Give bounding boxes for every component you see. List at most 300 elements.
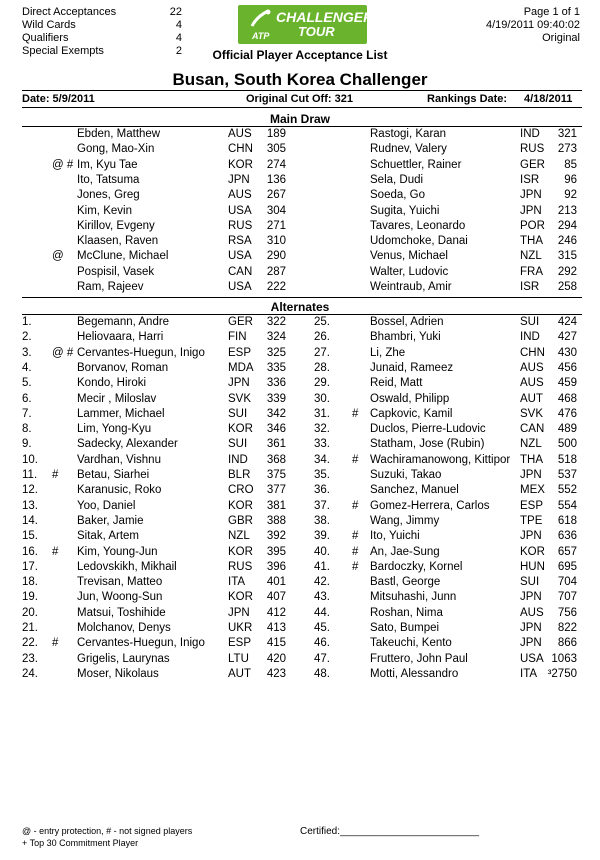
player-num: 42.: [314, 576, 330, 589]
player-country: UKR: [228, 622, 253, 634]
atp-challenger-logo: CHALLENGER TOUR ATP: [238, 5, 367, 44]
player-num: 44.: [314, 606, 330, 619]
player-row: [0, 331, 600, 346]
player-rank: 336: [266, 377, 286, 390]
player-rank: 468: [557, 392, 577, 405]
alternates-heading: Alternates: [270, 300, 330, 314]
player-name: Borvanov, Roman: [77, 361, 169, 374]
player-num: 2.: [22, 331, 32, 344]
player-name: Venus, Michael: [370, 250, 448, 263]
player-country: ISR: [520, 281, 540, 293]
player-rank: 322: [266, 316, 286, 328]
player-num: 1.: [22, 316, 32, 328]
player-name: Junaid, Rameez: [370, 361, 454, 374]
player-name: Cervantes-Huegun, Inigo: [77, 637, 205, 650]
player-name: Yoo, Daniel: [77, 499, 136, 512]
player-row: [0, 377, 600, 392]
player-country: THA: [520, 453, 543, 466]
player-country: KOR: [228, 158, 253, 171]
player-name: Kirillov, Evgeny: [77, 219, 155, 232]
player-country: AUT: [228, 667, 251, 680]
player-name: Vardhan, Vishnu: [77, 453, 161, 466]
player-num: 37.: [314, 499, 330, 512]
tennis-player-icon: [248, 8, 272, 30]
player-name: Duclos, Pierre-Ludovic: [370, 423, 486, 436]
player-rank: 618: [557, 514, 577, 527]
player-country: JPN: [520, 469, 542, 481]
player-row: [0, 637, 600, 652]
summary-special-exempts: Special Exempts 2: [22, 45, 182, 57]
player-country: NZL: [228, 530, 250, 543]
player-name: Ledovskikh, Mikhail: [77, 560, 177, 573]
player-name: Ebden, Matthew: [77, 128, 161, 140]
player-num: 27.: [314, 346, 330, 359]
player-country: CAN: [520, 423, 545, 436]
player-country: AUS: [520, 377, 544, 390]
player-name: Baker, Jamie: [77, 514, 144, 527]
player-country: NZL: [520, 438, 542, 451]
main-draw-heading: Main Draw: [269, 112, 330, 126]
player-country: POR: [520, 219, 545, 232]
player-rank: 377: [266, 484, 286, 497]
player-name: Sato, Bumpei: [370, 622, 440, 634]
page-number: Page 1 of 1: [523, 6, 580, 18]
player-rank: 305: [266, 143, 286, 156]
player-name: Lim, Yong-Kyu: [77, 423, 152, 436]
player-rank: 424: [557, 316, 577, 328]
player-num: 23.: [22, 652, 38, 665]
player-country: AUS: [520, 361, 544, 374]
player-row: [0, 607, 600, 622]
player-rank: 213: [557, 204, 577, 217]
player-country: SVK: [520, 407, 544, 420]
divider: [22, 90, 582, 91]
player-name: Molchanov, Denys: [77, 622, 171, 634]
player-country: AUS: [228, 189, 252, 202]
player-rank: 420: [266, 652, 286, 665]
player-name: Begemann, Andre: [77, 316, 170, 328]
player-name: Ram, Rajeev: [77, 281, 144, 293]
player-country: JPN: [520, 622, 542, 634]
player-marks: #: [52, 545, 59, 558]
player-num: 29.: [314, 377, 330, 390]
player-country: ESP: [228, 346, 252, 359]
player-num: 18.: [22, 576, 38, 589]
player-country: JPN: [520, 189, 542, 202]
player-row: [0, 174, 600, 189]
player-marks: #: [52, 469, 59, 481]
player-country: RUS: [228, 560, 253, 573]
player-name: Wachiramanowong, Kittipor: [370, 453, 511, 466]
player-marks: #: [352, 453, 359, 466]
player-num: 24.: [22, 667, 38, 680]
player-name: Pospisil, Vasek: [77, 265, 155, 278]
player-rank: 392: [266, 530, 286, 543]
player-name: Sadecky, Alexander: [77, 438, 178, 451]
player-row: [0, 591, 600, 606]
player-name: Reid, Matt: [370, 377, 423, 390]
player-country: GBR: [228, 514, 253, 527]
player-num: 22.: [22, 637, 38, 650]
player-num: 7.: [22, 407, 32, 420]
player-country: SUI: [520, 576, 540, 589]
player-country: HUN: [520, 560, 545, 573]
player-country: ISR: [520, 173, 540, 186]
player-row: [0, 576, 600, 591]
player-country: TPE: [520, 514, 543, 527]
player-name: Motti, Alessandro: [370, 667, 459, 680]
player-row: [0, 500, 600, 515]
player-name: Bardoczky, Kornel: [370, 560, 463, 573]
player-country: USA: [228, 250, 252, 263]
player-rank: 430: [557, 346, 577, 359]
player-name: Bastl, George: [370, 576, 441, 589]
player-row: [0, 143, 600, 158]
player-country: JPN: [228, 606, 250, 619]
player-rank: 756: [557, 606, 577, 619]
player-marks: #: [352, 499, 359, 512]
player-num: 9.: [22, 438, 32, 451]
player-country: KOR: [228, 499, 253, 512]
player-rank: 423: [266, 667, 286, 680]
player-rank: 325: [266, 346, 286, 359]
player-name: Im, Kyu Tae: [77, 158, 138, 171]
player-name: Capkovic, Kamil: [370, 407, 453, 420]
player-marks: @ #: [52, 346, 74, 359]
player-rank: 222: [266, 281, 286, 293]
list-date: Date: 5/9/2011: [22, 93, 95, 105]
player-marks: @: [52, 250, 64, 263]
summary-qualifiers: Qualifiers 4: [22, 32, 182, 44]
legend-note: @ - entry protection, # - not signed players: [22, 826, 193, 836]
player-rank: 361: [266, 438, 286, 451]
player-row: [0, 423, 600, 438]
player-rank: 636: [557, 530, 577, 543]
player-num: 19.: [22, 591, 38, 604]
player-num: 13.: [22, 499, 38, 512]
player-country: USA: [228, 204, 252, 217]
player-country: AUS: [520, 606, 544, 619]
top30-note: + Top 30 Commitment Player: [22, 838, 139, 848]
player-row: [0, 235, 600, 250]
print-timestamp: 4/19/2011 09:40:02: [486, 19, 580, 31]
player-name: Statham, Jose (Rubin): [370, 438, 485, 451]
player-row: [0, 546, 600, 561]
rankings-date-value: 4/18/2011: [524, 93, 573, 105]
player-num: 4.: [22, 361, 32, 374]
player-num: 35.: [314, 469, 330, 481]
player-rank: 274: [266, 158, 286, 171]
player-name: Oswald, Philipp: [370, 392, 450, 405]
player-num: 11.: [22, 469, 38, 481]
player-country: IND: [520, 331, 540, 344]
player-row: [0, 515, 600, 530]
player-country: MEX: [520, 484, 545, 497]
player-rank: 695: [557, 560, 577, 573]
document-title: Official Player Acceptance List: [212, 48, 388, 62]
player-rank: 401: [266, 576, 286, 589]
player-rank: 375: [266, 469, 286, 481]
player-country: CRO: [228, 484, 254, 497]
player-row: [0, 159, 600, 174]
player-rank: 85: [564, 158, 577, 171]
player-name: Cervantes-Huegun, Inigo: [77, 346, 205, 359]
player-country: LTU: [228, 652, 249, 665]
player-row: [0, 266, 600, 281]
player-rank: 381: [266, 499, 286, 512]
divider: [22, 126, 582, 127]
player-rank: 324: [266, 331, 286, 344]
player-name: Kondo, Hiroki: [77, 377, 147, 390]
player-name: Sitak, Artem: [77, 530, 139, 543]
player-rank: 412: [266, 606, 286, 619]
player-row: [0, 316, 600, 331]
player-num: 12.: [22, 484, 38, 497]
player-name: Weintraub, Amir: [370, 281, 452, 293]
player-name: Mecir , Miloslav: [77, 392, 157, 405]
player-num: 46.: [314, 637, 330, 650]
player-name: Betau, Siarhei: [77, 469, 150, 481]
divider: [22, 107, 582, 108]
player-rank: 304: [266, 204, 286, 217]
player-rank: 189: [266, 128, 286, 140]
player-name: Wang, Jimmy: [370, 514, 440, 527]
player-row: [0, 622, 600, 637]
player-country: JPN: [520, 637, 542, 650]
player-country: CAN: [228, 265, 253, 278]
player-rank: 335: [266, 361, 286, 374]
player-rank: 273: [557, 143, 577, 156]
divider: [22, 314, 582, 315]
player-rank: 342: [266, 407, 286, 420]
player-row: [0, 189, 600, 204]
player-rank: 292: [557, 265, 577, 278]
player-name: Suzuki, Takao: [370, 469, 442, 481]
player-name: Tavares, Leonardo: [370, 219, 466, 232]
player-num: 40.: [314, 545, 330, 558]
player-country: FIN: [228, 331, 247, 344]
player-num: 10.: [22, 453, 38, 466]
player-rank: 346: [266, 423, 286, 436]
player-rank: 96: [564, 173, 577, 186]
player-country: KOR: [228, 423, 253, 436]
summary-direct-acceptances: Direct Acceptances 22: [22, 6, 182, 18]
player-country: RUS: [520, 143, 545, 156]
player-rank: 271: [266, 219, 286, 232]
player-rank: 707: [557, 591, 577, 604]
player-name: Grigelis, Laurynas: [77, 652, 170, 665]
player-name: Ito, Tatsuma: [77, 173, 140, 186]
player-name: Fruttero, John Paul: [370, 652, 468, 665]
player-num: 41.: [314, 560, 330, 573]
player-country: MDA: [228, 361, 254, 374]
player-name: Kim, Kevin: [77, 204, 132, 217]
player-marks: #: [352, 407, 359, 420]
player-country: FRA: [520, 265, 543, 278]
player-row: [0, 484, 600, 499]
player-name: Bhambri, Yuki: [370, 331, 441, 344]
player-rank: 136: [266, 173, 286, 186]
player-name: Udomchoke, Danai: [370, 235, 468, 248]
player-num: 21.: [22, 622, 38, 634]
player-num: 43.: [314, 591, 330, 604]
player-country: SUI: [228, 407, 248, 420]
player-country: JPN: [228, 377, 250, 390]
player-country: SUI: [228, 438, 248, 451]
player-country: ESP: [520, 499, 544, 512]
player-country: GER: [520, 158, 545, 171]
player-country: CHN: [228, 143, 253, 156]
player-row: [0, 393, 600, 408]
player-name: Sanchez, Manuel: [370, 484, 459, 497]
page-info: [486, 6, 580, 45]
player-name: Heliovaara, Harri: [77, 331, 164, 344]
player-name: An, Jae-Sung: [370, 545, 440, 558]
certified-line: Certified:_________________________: [300, 826, 480, 837]
original-cut-off: Original Cut Off: 321: [246, 93, 353, 105]
player-rank: 427: [557, 331, 577, 344]
player-name: Rastogi, Karan: [370, 128, 447, 140]
player-name: Jones, Greg: [77, 189, 140, 202]
player-name: Jun, Woong-Sun: [77, 591, 163, 604]
player-country: AUS: [228, 128, 252, 140]
player-name: Lammer, Michael: [77, 407, 165, 420]
player-name: Schuettler, Rainer: [370, 158, 462, 171]
player-rank: 704: [557, 576, 577, 589]
player-rank: 339: [266, 392, 286, 405]
player-num: 33.: [314, 438, 330, 451]
player-country: THA: [520, 235, 543, 248]
player-country: CHN: [520, 346, 545, 359]
player-num: 20.: [22, 606, 38, 619]
player-num: 48.: [314, 667, 330, 680]
player-name: Klaasen, Raven: [77, 235, 159, 248]
player-rank: 310: [266, 235, 286, 248]
player-country: RSA: [228, 235, 252, 248]
player-num: 28.: [314, 361, 330, 374]
player-name: Matsui, Toshihide: [77, 606, 166, 619]
player-rank: 518: [557, 453, 577, 466]
player-num: 5.: [22, 377, 32, 390]
player-rank: 396: [266, 560, 286, 573]
player-row: [0, 454, 600, 469]
player-name: Soeda, Go: [370, 189, 425, 202]
player-name: Gomez-Herrera, Carlos: [370, 499, 490, 512]
player-country: USA: [520, 652, 544, 665]
player-num: 15.: [22, 530, 38, 543]
player-num: 3.: [22, 346, 32, 359]
player-rank: 388: [266, 514, 286, 527]
player-rank: 267: [266, 189, 286, 202]
player-rank: 822: [557, 622, 577, 634]
player-rank: 315: [557, 250, 577, 263]
player-rank: 321: [557, 128, 577, 140]
player-country: NZL: [520, 250, 542, 263]
player-rank: 657: [557, 545, 577, 558]
player-country: ITA: [228, 576, 246, 589]
player-rank: 866: [557, 637, 577, 650]
tournament-title: Busan, South Korea Challenger: [172, 70, 428, 89]
player-row: [0, 128, 600, 143]
player-num: 39.: [314, 530, 330, 543]
player-country: SUI: [520, 316, 540, 328]
player-rank: 554: [557, 499, 577, 512]
player-num: 34.: [314, 453, 330, 466]
player-country: SVK: [228, 392, 252, 405]
player-country: BLR: [228, 469, 251, 481]
player-rank: 395: [266, 545, 286, 558]
player-country: GER: [228, 316, 253, 328]
player-num: 16.: [22, 545, 38, 558]
player-num: 8.: [22, 423, 32, 436]
player-name: Sugita, Yuichi: [370, 204, 440, 217]
player-country: RUS: [228, 219, 253, 232]
player-rank: 294: [557, 219, 577, 232]
summary-wild-cards: Wild Cards 4: [22, 19, 182, 31]
player-country: JPN: [520, 591, 542, 604]
player-marks: #: [352, 545, 359, 558]
player-rank: 456: [557, 361, 577, 374]
player-num: 30.: [314, 392, 330, 405]
player-row: [0, 530, 600, 545]
player-name: Rudnev, Valery: [370, 143, 447, 156]
list-status: Original: [542, 32, 580, 44]
player-rank: 258: [557, 281, 577, 293]
player-row: [0, 250, 600, 265]
player-num: 17.: [22, 560, 38, 573]
player-name: Walter, Ludovic: [370, 265, 449, 278]
player-num: 26.: [314, 331, 330, 344]
player-name: Roshan, Nima: [370, 606, 443, 619]
player-num: 6.: [22, 392, 32, 405]
player-country: USA: [228, 281, 252, 293]
player-country: IND: [228, 453, 248, 466]
player-country: IND: [520, 128, 540, 140]
player-row: [0, 362, 600, 377]
player-rank: ³2750: [547, 667, 577, 680]
rankings-date-label: Rankings Date:: [427, 93, 508, 105]
player-row: [0, 408, 600, 423]
player-rank: 552: [557, 484, 577, 497]
player-rank: 290: [266, 250, 286, 263]
player-marks: @ #: [52, 158, 74, 171]
player-rank: 500: [557, 438, 577, 451]
player-country: ESP: [228, 637, 252, 650]
player-row: [0, 668, 600, 683]
player-num: 47.: [314, 652, 330, 665]
player-num: 25.: [314, 316, 330, 328]
player-name: Kim, Young-Jun: [77, 545, 158, 558]
player-name: Mitsuhashi, Junn: [370, 591, 457, 604]
player-row: [0, 205, 600, 220]
player-name: McClune, Michael: [77, 250, 169, 263]
player-country: JPN: [520, 204, 542, 217]
player-rank: 287: [266, 265, 286, 278]
player-num: 31.: [314, 407, 330, 420]
player-name: Karanusic, Roko: [77, 484, 162, 497]
player-country: JPN: [228, 173, 250, 186]
player-name: Li, Zhe: [370, 346, 406, 359]
player-country: KOR: [520, 545, 545, 558]
player-rank: 415: [266, 637, 286, 650]
player-name: Bossel, Adrien: [370, 316, 444, 328]
player-name: Sela, Dudi: [370, 173, 424, 186]
player-row: [0, 281, 600, 296]
player-name: Gong, Mao-Xin: [77, 143, 155, 156]
player-rank: 246: [557, 235, 577, 248]
divider: [22, 297, 582, 298]
player-rank: 92: [564, 189, 577, 202]
